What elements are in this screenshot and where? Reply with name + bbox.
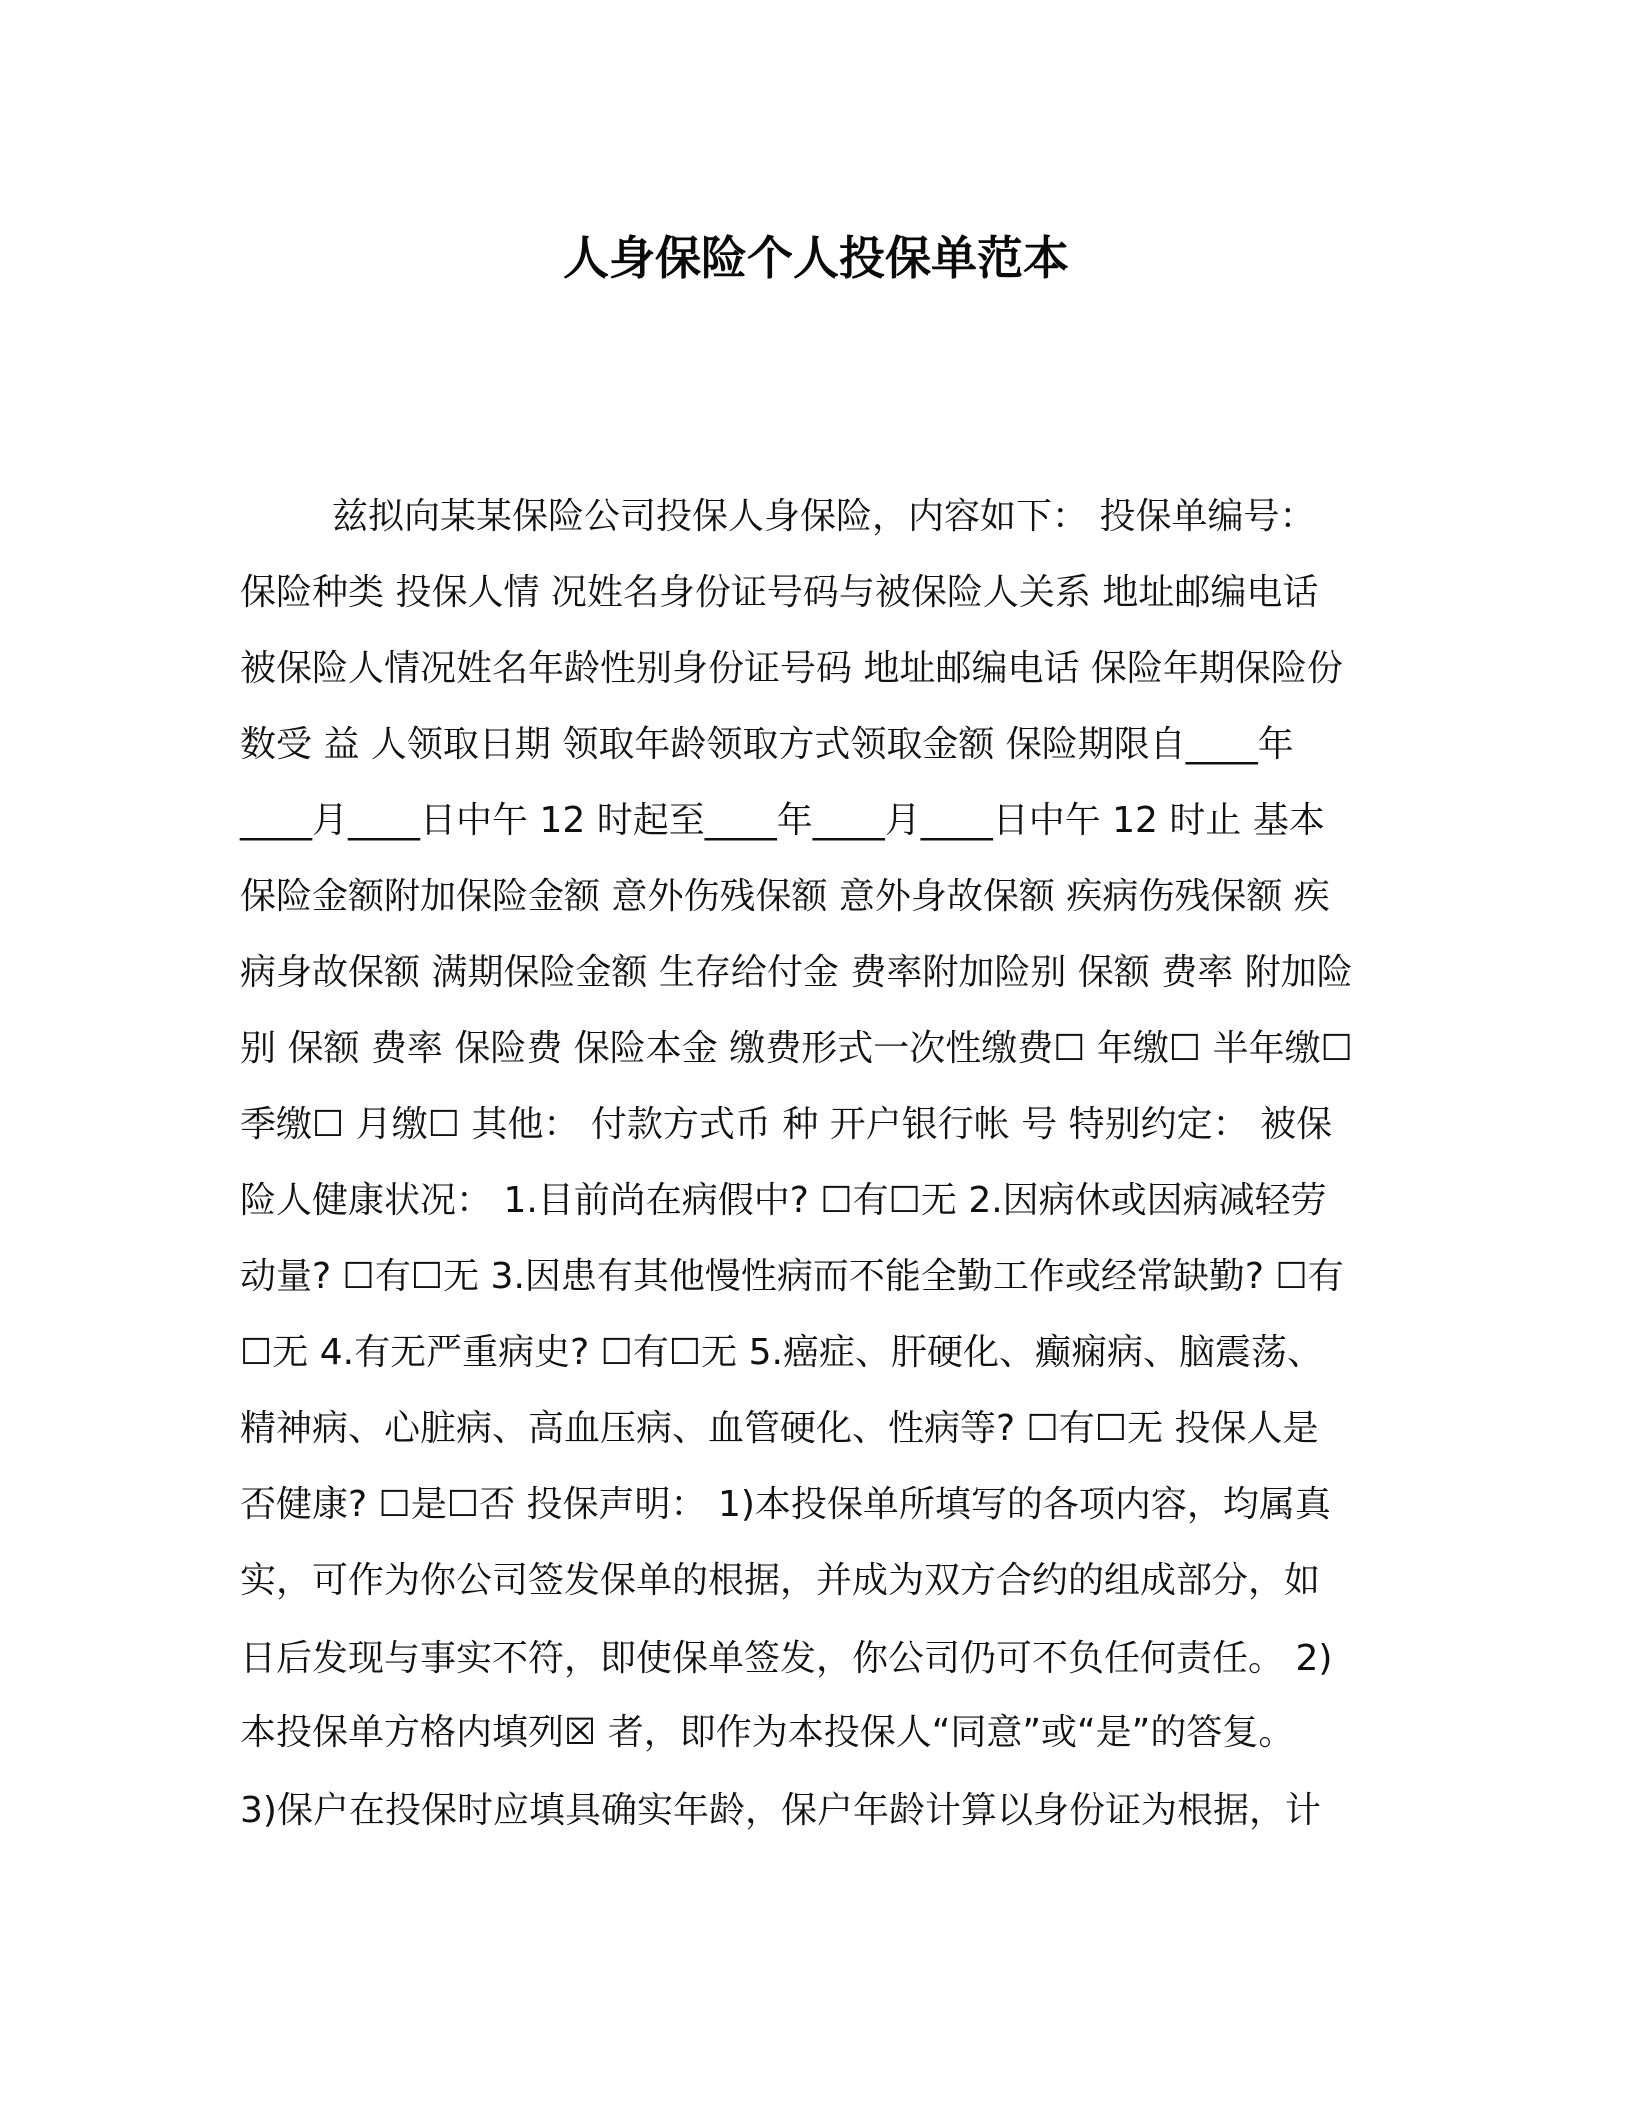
body-line-8: 别 保额 费率 保险费 保险本金 缴费形式一次性缴费☐ 年缴☐ 半年缴☐ xyxy=(240,1028,1353,1069)
body-line-9: 季缴☐ 月缴☐ 其他： 付款方式币 种 开户银行帐 号 特别约定： 被保 xyxy=(240,1104,1333,1145)
document-title: 人身保险个人投保单范本 xyxy=(563,231,1069,285)
body-line-1: 兹拟向某某保险公司投保人身保险，内容如下： 投保单编号： xyxy=(332,496,1316,537)
body-line-3: 被保险人情况姓名年龄性别身份证号码 地址邮编电话 保险年期保险份 xyxy=(240,648,1343,689)
body-line-2: 保险种类 投保人情 况姓名身份证号码与被保险人关系 地址邮编电话 xyxy=(240,572,1319,613)
body-line-11: 动量? ☐有☐无 3.因患有其他慢性病而不能全勤工作或经常缺勤? ☐有 xyxy=(240,1256,1344,1297)
body-line-4: 数受 益 人领取日期 领取年龄领取方式领取金额 保险期限自____年 xyxy=(240,724,1294,765)
body-line-13: 精神病、心脏病、高血压病、血管硬化、性病等? ☐有☐无 投保人是 xyxy=(240,1408,1319,1449)
body-line-16: 日后发现与事实不符，即使保单签发，你公司仍可不负任何责任。 2) xyxy=(240,1638,1333,1679)
body-line-10: 险人健康状况： 1.目前尚在病假中? ☐有☐无 2.因病休或因病减轻劳 xyxy=(240,1180,1327,1221)
body-line-18: 3)保户在投保时应填具确实年龄，保户年龄计算以身份证为根据，计 xyxy=(240,1790,1321,1831)
body-line-14: 否健康? ☐是☐否 投保声明： 1)本投保单所填写的各项内容，均属真 xyxy=(240,1484,1331,1525)
body-line-15: 实，可作为你公司签发保单的根据，并成为双方合约的组成部分，如 xyxy=(240,1560,1321,1601)
body-line-12: ☐无 4.有无严重病史? ☐有☐无 5.癌症、肝硬化、癫痫病、脑震荡、 xyxy=(240,1332,1323,1373)
body-line-6: 保险金额附加保险金额 意外伤残保额 意外身故保额 疾病伤残保额 疾 xyxy=(240,876,1330,917)
body-line-5: ____月____日中午 12 时起至____年____月____日中午 12 时止 基本 xyxy=(240,800,1325,841)
body-line-17: 本投保单方格内填列☒ 者，即作为本投保人“同意”或“是”的答复。 xyxy=(240,1712,1295,1753)
body-line-7: 病身故保额 满期保险金额 生存给付金 费率附加险别 保额 费率 附加险 xyxy=(240,952,1353,993)
